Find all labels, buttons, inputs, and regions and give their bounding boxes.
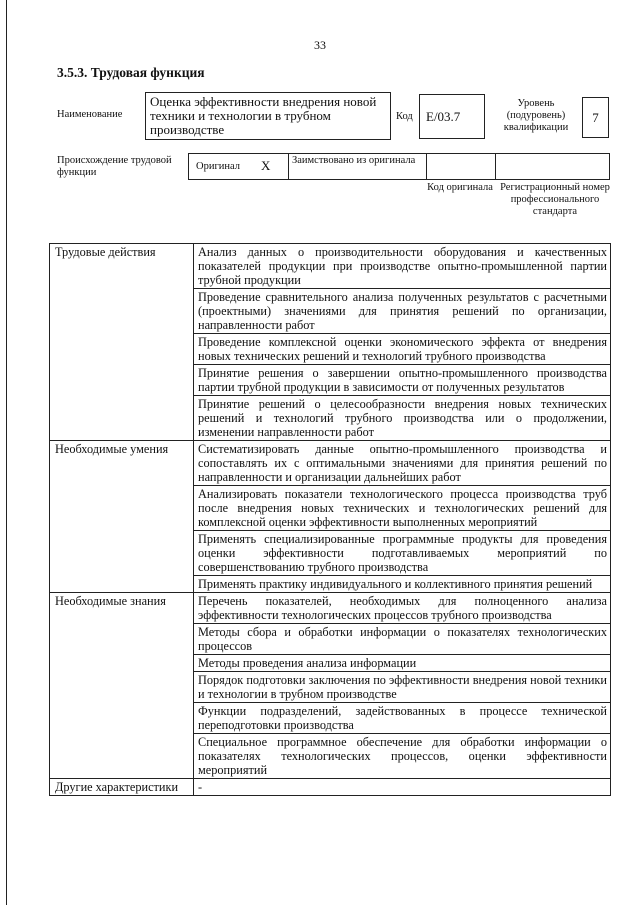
code-box	[419, 94, 485, 139]
table-cell: Анализ данных о производительности оборудования и качественных показателей продукции при производстве опытно-промышленной партии трубной продукции	[194, 244, 611, 289]
borrowed-label: Заимствовано из оригинала	[292, 155, 416, 166]
code-label: Код	[396, 111, 413, 122]
table-cell: Систематизировать данные опытно-промышленного производства и сопоставлять их с оптимальными значениями для принятия решений по направленности и организации дальнейших работ	[194, 441, 611, 486]
table-row	[50, 593, 611, 624]
table-cell: Проведение комплексной оценки экономического эффекта от внедрения новых технических решений и технологий трубного производства	[194, 334, 611, 365]
table-row	[50, 244, 611, 289]
table-cell: Специальное программное обеспечение для обработки информации о показателях технологических процессов, оценки эффективности мероприятий	[194, 734, 611, 779]
code-original-label: Код оригинала	[427, 182, 493, 193]
table-row	[50, 441, 611, 486]
page-edge-line	[6, 0, 7, 905]
name-label: Наименование	[57, 109, 123, 120]
table-row	[50, 779, 611, 796]
table-cell: -	[194, 779, 611, 796]
original-label: Оригинал	[196, 161, 240, 172]
table-cell: Методы проведения анализа информации	[194, 655, 611, 672]
category-cell: Трудовые действия	[50, 244, 194, 441]
category-cell: Другие характеристики	[50, 779, 194, 796]
table-cell: Методы сбора и обработки информации о показателях технологических процессов	[194, 624, 611, 655]
table-cell: Анализировать показатели технологического процесса производства труб после внедрения новых технических и технологических решений для комплексной оценки эффективности выполненных мероприятий	[194, 486, 611, 531]
category-cell: Необходимые знания	[50, 593, 194, 779]
table-cell: Функции подразделений, задействованных в процессе технической переподготовки производства	[194, 703, 611, 734]
origin-label: Происхождение трудовой функции	[57, 155, 172, 178]
table-cell: Перечень показателей, необходимых для полноценного анализа эффективности технологических процессов трубного производства	[194, 593, 611, 624]
table-cell: Принятие решений о целесообразности внедрения новых технических решений и технологий трубного производства или о продолжении, изменении направленности работ	[194, 396, 611, 441]
category-cell: Необходимые умения	[50, 441, 194, 593]
origin-divider	[426, 153, 427, 180]
table-cell: Порядок подготовки заключения по эффективности внедрения новой техники и технологии в трубном производстве	[194, 672, 611, 703]
function-name-box: Оценка эффективности внедрения новой техники и технологии в трубном производстве	[145, 92, 391, 140]
origin-divider	[495, 153, 496, 180]
original-mark: X	[261, 158, 271, 173]
level-value: 7	[592, 110, 599, 125]
table-cell: Применять специализированные программные продукты для проведения оценки эффективности подготавливаемых мероприятий по совершенствованию трубного производства	[194, 531, 611, 576]
section-title: 3.5.3. Трудовая функция	[57, 65, 205, 80]
reg-number-label: Регистрационный номер профессионального стандарта	[500, 182, 610, 217]
page-number: 33	[314, 38, 326, 52]
code-value: E/03.7	[426, 109, 461, 124]
table-cell: Применять практику индивидуального и коллективного принятия решений	[194, 576, 611, 593]
level-box	[582, 97, 609, 138]
table-cell: Проведение сравнительного анализа полученных результатов с расчетными (проектными) значениями для принятия решений по организации, направленности работ	[194, 289, 611, 334]
origin-divider	[288, 153, 289, 180]
function-table	[49, 243, 611, 796]
table-cell: Принятие решения о завершении опытно-промышленного производства партии трубной продукции в зависимости от полученных результатов	[194, 365, 611, 396]
level-label: Уровень (подуровень) квалификации	[503, 98, 569, 133]
